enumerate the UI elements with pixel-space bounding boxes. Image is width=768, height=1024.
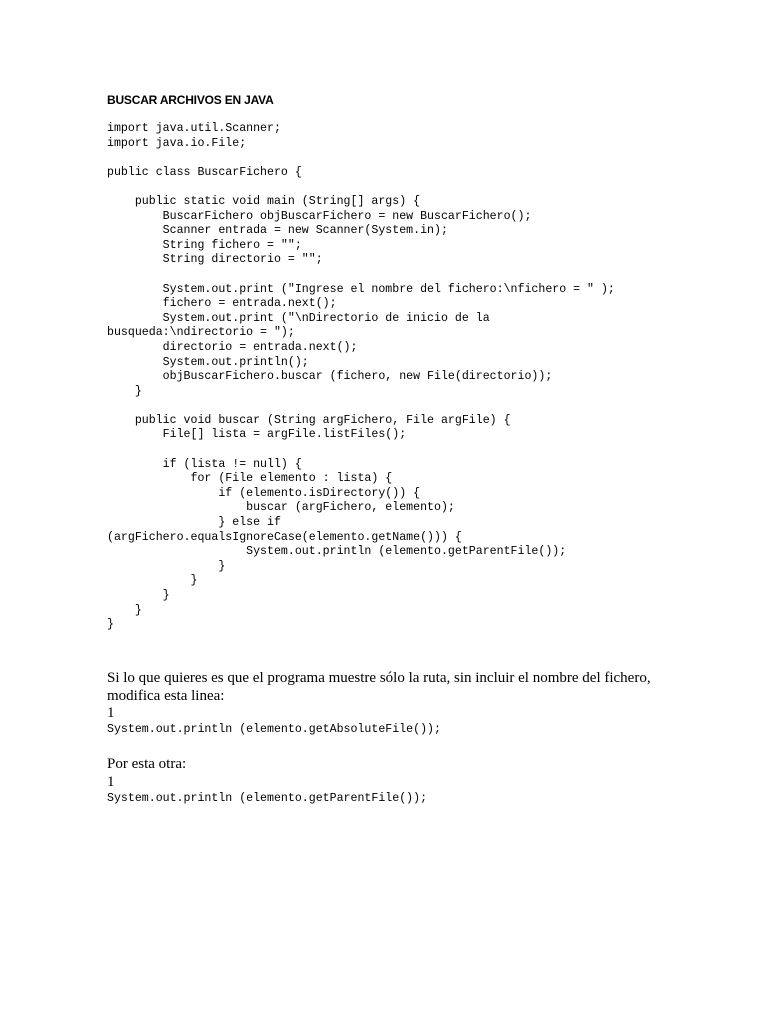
code-snippet-replacement: System.out.println (elemento.getParentFile()); [107,792,428,805]
line-number-label: 1 [107,705,115,721]
explanation-paragraph: Si lo que quieres es que el programa muestre sólo la ruta, sin incluir el nombre del fichero, modifica esta linea: [107,670,651,704]
replacement-paragraph: Por esta otra: [107,756,187,772]
code-listing: import java.util.Scanner; import java.io.File; public class BuscarFichero { public static void main (String[] args) { BuscarFichero objBuscarFichero = new BuscarFichero(); Scanner entrada = new Scanner(System.in); String fichero = ""; String directorio = ""; System.out.print ("Ingrese el nombre del fichero:\nfichero = " ); fichero = entrada.next(); System.out.print ("\nDirectorio de inicio de la busqueda:\ndirectorio = "); directorio = entrada.next(); System.out.println(); objBuscarFichero.buscar (fichero, new File(directorio)); } public void buscar (String argFichero, File argFile) { File[] lista = argFile.listFiles(); if (lista != null) { for (File elemento : lista) { if (elemento.isDirectory()) { buscar (argFichero, elemento); } else if (argFichero.equalsIgnoreCase(elemento.getName())) { System.out.println (elemento.getParentFile()); } } } } } [107,122,615,632]
line-number-label: 1 [107,774,115,790]
code-snippet-original: System.out.println (elemento.getAbsoluteFile()); [107,723,441,736]
document-title: BUSCAR ARCHIVOS EN JAVA [107,93,274,107]
